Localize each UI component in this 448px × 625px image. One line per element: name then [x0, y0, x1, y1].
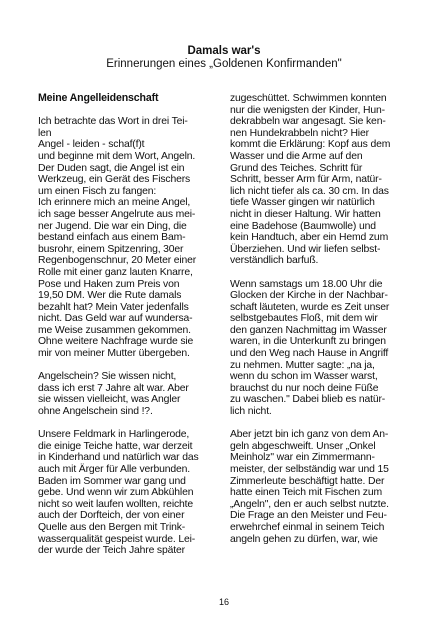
left-paragraph-3: Unsere Feldmark in Harlingerode, die einige Teiche hatte, war derzeit in Kinderhand und natürlich war das auch mit Ärger für Alle verbunden. Baden im Sommer war gang und gebe. Und wenn wir zum Abkühlen nicht so weit laufen wollten, reichte auch der Dorfteich, der von einer Quelle aus den Bergen mit Trink- wasserqualität gespeist wurde. Lei- der wurde der Teich Jahre später: [38, 429, 199, 557]
document-subtitle: Erinnerungen eines „Goldenen Konfirmanden": [106, 58, 342, 70]
right-paragraph-1: zugeschüttet. Schwimmen konnten nur die wenigsten der Kinder, Hun- dekrabbeln war angesagt. Sie ken- nen Hundekrabbeln nicht? Hier kommt die Erklärung: Kopf aus dem Wasser und die Arme auf den Grund des Teiches. Schritt für Schritt, besser Arm für Arm, natür- lich nicht tiefer als ca. 30 cm. In das tiefe Wasser gingen wir natürlich nicht in dieser Haltung. Wir hatten eine Badehose (Baumwolle) und kein Handtuch, aber ein Hemd zum Überziehen. Und wir liefen selbst- verständlich barfuß.: [230, 93, 391, 267]
section-heading: Meine Angelleidenschaft: [38, 92, 159, 104]
right-text-column: [230, 93, 412, 545]
right-paragraph-3: Aber jetzt bin ich ganz von dem An- geln abgeschweift. Unser „Onkel Meinholz" war ein Zimmermann- meister, der selbständig war und 15 Zimmerleute beschäftigt hatte. Der hatte einen Teich mit Fischen zum „Angeln", den er auch selbst nutzte. Die Frage an den Meister und Feu- erwehrchef einmal in seinem Teich angeln gehen zu dürfen, war, wie: [230, 429, 389, 545]
left-paragraph-2: Angelschein? Sie wissen nicht, dass ich erst 7 Jahre alt war. Aber sie wissen vielleicht, was Angler ohne Angelschein sind !?.: [38, 371, 189, 418]
right-paragraph-2: Wenn samstags um 18.00 Uhr die Glocken der Kirche in der Nachbar- schaft läuteten, wurde es Zeit unser selbstgebautes Floß, mit dem wir den ganzen Nachmittag im Wasser waren, in die Unterkunft zu bringen und den Weg nach Hause in Angriff zu nehmen. Mutter sagte: „na ja, wenn du schon im Wasser warst, brauchst du nur noch deine Füße zu waschen." Dabei blieb es natür- lich nicht.: [230, 278, 390, 418]
left-text-column: [38, 93, 218, 557]
document-title: Damals war's: [187, 45, 261, 57]
page-number: 16: [218, 597, 229, 607]
document-header: [0, 45, 448, 71]
left-paragraph-1: Ich betrachte das Wort in drei Tei- len Angel - leiden - schaf(f)t und beginne mit dem Wort, Angeln. Der Duden sagt, die Angel ist ein Werkzeug, ein Gerät des Fischers um einen Fisch zu fangen: Ich erinnere mich an meine Angel, ich sage besser Angelrute aus mei- ner Jugend. Die war ein Ding, die bestand einfach aus einem Bam- busrohr, einem Spitzenring, 30er Regenbogenschnur, 20 Meter einer Rolle mit einer ganz lauten Knarre, Pose und Haken zum Preis von 19,50 DM. Wer die Rute damals bezahlt hat? Mein Vater jedenfalls nicht. Das Geld war auf wundersa- me Weise zusammen gekommen. Ohne weitere Nachfrage wurde sie mir von meiner Mutter übergeben.: [38, 116, 197, 360]
